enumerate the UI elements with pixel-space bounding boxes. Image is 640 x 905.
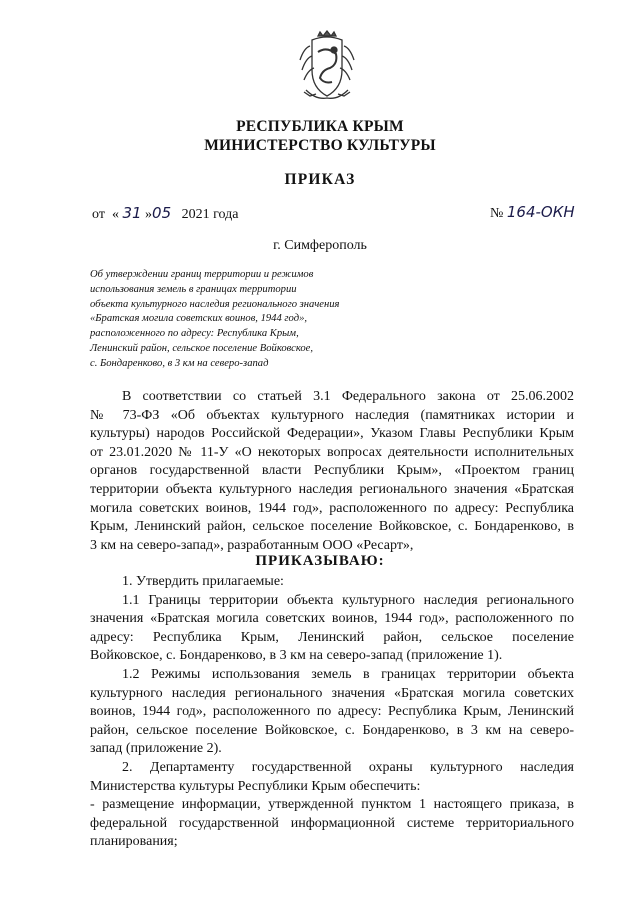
order-line: культурного наследия регионального значения «Братская могила советских [90, 685, 574, 701]
order-line: - размещение информации, утвержденной пунктом 1 настоящего приказа, в [90, 797, 574, 813]
order-line: значения «Братская могила советских воинов, 1944 год», расположенного по [90, 611, 574, 627]
subject-line: объекта культурного наследия регионального значения [90, 298, 340, 310]
subject-line: использования земель в границах территории [90, 283, 297, 295]
city-line: г. Симферополь [273, 238, 367, 253]
order-line: 1. Утвердить прилагаемые: [122, 574, 284, 589]
preamble-line: В соответствии со статьей 3.1 Федерального закона от 25.06.2002 [122, 389, 574, 404]
document-number [490, 203, 575, 222]
order-word: ПРИКАЗЫВАЮ: [255, 553, 385, 569]
subject-line: «Братская могила советских воинов, 1944 год», [90, 313, 308, 325]
number-prefix: № [490, 206, 504, 221]
preamble-line: Крым, Ленинский район, сельское поселение Войковское, с. Бондаренково, в [90, 519, 574, 535]
preamble-line: могила советских воинов, 1944 год», расположенного по адресу: Республика [90, 500, 574, 516]
order-line: запад (приложение 2). [90, 741, 222, 757]
order-line: воинов, 1944 год», расположенного по адресу: Республика Крым, Ленинский [90, 704, 574, 720]
order-line: 1.2 Режимы использования земель в границах территории объекта [122, 666, 574, 682]
order-items [90, 573, 574, 852]
order-line: адресу: Республика Крым, Ленинский район, сельское поселение [90, 629, 574, 645]
order-line: 2. Департаменту государственной охраны культурного наследия [122, 759, 574, 775]
subject-line: с. Бондаренково, в 3 км на северо-запад [90, 357, 269, 369]
ministry-title: МИНИСТЕРСТВО КУЛЬТУРЫ [204, 137, 436, 154]
preamble-line: культуры) народов Российской Федерации», Указом Главы Республики Крым [90, 426, 574, 442]
order-line: планирования; [90, 834, 178, 850]
preamble-paragraph [90, 388, 574, 555]
date-year: 2021 года [181, 207, 239, 222]
document-type: ПРИКАЗ [284, 171, 356, 188]
subject-line: Об утверждении границ территории и режимов [90, 269, 314, 280]
preamble-line: территории объекта культурного наследия регионального значения «Братская [90, 481, 574, 497]
number-value: 164-ОКН [506, 203, 575, 221]
order-line: 1.1 Границы территории объекта культурного наследия регионального [122, 592, 574, 608]
preamble-line: 3 км на северо-запад», разработанным ООО «Ресарт», [90, 537, 414, 553]
subject-line: расположенного по адресу: Республика Крым, [90, 328, 299, 340]
order-line: район, сельское поселение Войковское, с. Бондаренково, в 3 км на северо- [90, 722, 574, 738]
subject-line: Ленинский район, сельское поселение Войковское, [90, 342, 314, 354]
order-line: Министерства культуры Республики Крым обеспечить: [90, 778, 421, 794]
date-month: 05 [152, 204, 172, 222]
document-date [92, 204, 238, 223]
date-open-quote: « [111, 207, 119, 222]
date-prefix: от [92, 207, 105, 222]
republic-title: РЕСПУБЛИКА КРЫМ [236, 118, 404, 135]
preamble-line: органов государственной власти Республики Крым», «Проектом границ [90, 463, 574, 479]
order-line: Войковское, с. Бондаренково, в 3 км на северо-запад (приложение 1). [90, 648, 503, 664]
coat-of-arms-icon [296, 30, 358, 102]
subject-block [90, 268, 390, 372]
order-line: федеральной государственной информационной системе территориального [90, 815, 574, 831]
preamble-line: от 23.01.2020 № 11-У «О некоторых вопросах деятельности исполнительных [90, 444, 574, 460]
date-close-quote: » [145, 207, 153, 222]
date-day: 31 [122, 204, 142, 222]
preamble-line: № 73-ФЗ «Об объектах культурного наследия (памятниках истории и [90, 407, 574, 423]
